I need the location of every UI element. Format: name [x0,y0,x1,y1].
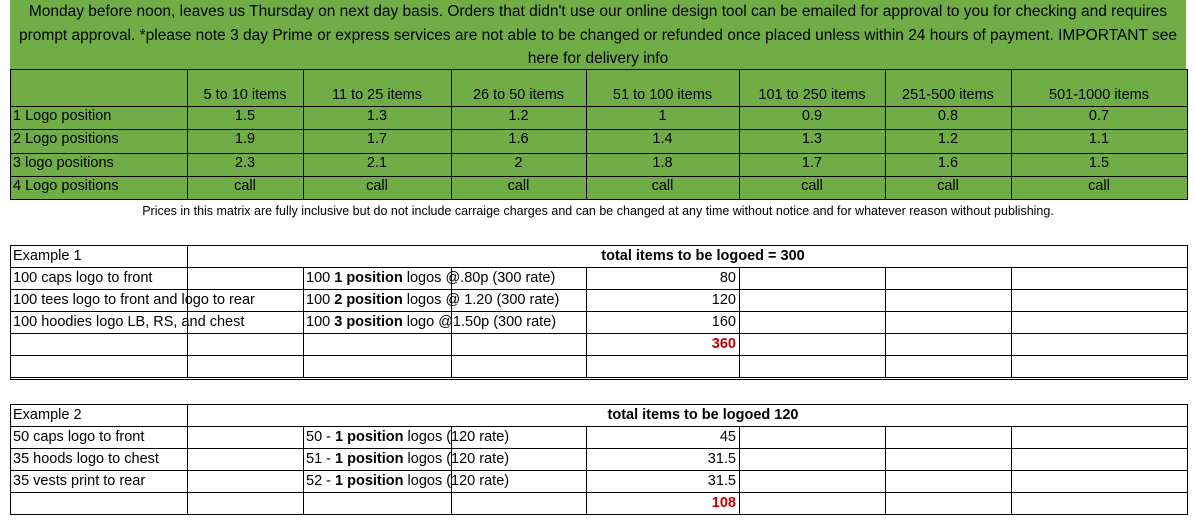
example-amount: 160 [711,314,736,330]
example-item: 100 caps logo to front [13,270,153,286]
matrix-column-header: 101 to 250 items [758,87,866,103]
calc-position-count: 2 position [334,292,403,308]
grid-line [1187,404,1188,515]
example-item: 100 hoodies logo LB, RS, and chest [13,314,245,330]
matrix-price-cell: 0.8 [937,108,959,124]
matrix-price-cell: 2.1 [366,155,388,171]
matrix-price-cell: 1 [658,108,667,124]
grid-line [1011,426,1012,515]
calc-rate: logos @.80p (300 rate) [402,270,556,286]
matrix-price-cell: 1.6 [508,131,529,147]
calc-position-count: 1 position [335,473,404,489]
matrix-price-cell: 1.2 [508,108,529,124]
example1-total-items-label: total items to be logoed = 300 [601,248,805,264]
example2-total-items-label: total items to be logoed 120 [607,407,799,423]
calc-position-count: 1 position [334,270,403,286]
calc-prefix: 51 - [306,451,336,467]
matrix-price-cell: call [234,178,256,194]
grid-line [1011,267,1012,378]
matrix-row-label: 1 Logo position [13,108,112,124]
matrix-price-cell: 1.3 [801,131,823,147]
price-matrix-note: Prices in this matrix are fully inclusive but do not include carraige charges and can be changed at any time without notice and for whatever reason without publishing. [142,204,1054,218]
example-item: 35 vests print to rear [13,473,146,489]
matrix-price-cell: 2 [514,155,523,171]
matrix-column-header: 5 to 10 items [203,87,287,103]
calc-rate: logos (120 rate) [403,473,510,489]
matrix-price-cell: 1.7 [801,155,823,171]
matrix-price-cell: 1.5 [234,108,256,124]
matrix-price-cell: 1.4 [652,131,673,147]
grid-line [885,267,886,378]
matrix-price-cell: 1.8 [652,155,673,171]
example2-grand-total: 108 [711,495,736,511]
matrix-price-cell: 0.9 [801,108,823,124]
example-item: 35 hoods logo to chest [13,451,159,467]
matrix-row-label: 3 logo positions [13,155,114,171]
example-amount: 31.5 [707,451,736,467]
calc-prefix: 100 [306,314,335,330]
matrix-column-header: 501-1000 items [1049,87,1149,103]
calc-prefix: 100 [306,270,335,286]
matrix-price-cell: 1.7 [366,131,388,147]
matrix-price-cell: call [507,178,530,194]
matrix-price-cell: 0.7 [1088,108,1110,124]
matrix-price-cell: 1.5 [1088,155,1110,171]
calc-rate: logos (120 rate) [403,429,510,445]
matrix-price-cell: call [937,178,959,194]
example-item: 50 caps logo to front [13,429,145,445]
example-calculation [303,267,586,289]
delivery-notice-banner: Monday before noon, leaves us Thursday on next day basis. Orders that didn't use our online design tool can be emailed for approval to you for checking and requires prompt approval. *please note 3 day Prime or express services are not able to be changed or refunded once placed unless within 24 hours of payment. IMPORTANT see here for delivery info [10,0,1186,69]
matrix-price-cell: 1.9 [234,131,256,147]
example-amount: 45 [719,429,736,445]
example1-title: Example 1 [13,248,82,264]
example-calculation [303,470,586,492]
matrix-price-cell: call [651,178,674,194]
grid-line [1187,245,1188,380]
calc-rate: logo @1.50p (300 rate) [402,314,557,330]
calc-prefix: 52 - [306,473,336,489]
grid-line [10,379,1188,380]
calc-rate: logos (120 rate) [403,451,510,467]
matrix-column-header: 251-500 items [902,87,994,103]
example-amount: 80 [719,270,736,286]
matrix-price-cell: call [366,178,388,194]
grid-line [1187,69,1188,200]
matrix-column-header: 51 to 100 items [612,87,713,103]
example-calculation [303,311,586,333]
example1-grand-total: 360 [711,336,736,352]
matrix-column-header: 26 to 50 items [472,87,565,103]
example-calculation [303,448,586,470]
example-amount: 31.5 [707,473,736,489]
matrix-price-cell: call [1088,178,1110,194]
example-amount: 120 [711,292,736,308]
matrix-price-cell: 1.3 [366,108,388,124]
example-item: 100 tees logo to front and logo to rear [13,292,255,308]
calc-position-count: 3 position [334,314,403,330]
calc-rate: logos @ 1.20 (300 rate) [402,292,560,308]
example2-title: Example 2 [13,407,82,423]
example-calculation [303,289,586,311]
calc-position-count: 1 position [335,451,404,467]
grid-line [739,426,740,515]
matrix-price-cell: 1.6 [937,155,959,171]
matrix-price-cell: 1.2 [937,131,959,147]
calc-prefix: 50 - [306,429,336,445]
matrix-row-label: 2 Logo positions [13,131,119,147]
grid-line [885,426,886,515]
matrix-price-cell: 2.3 [234,155,256,171]
calc-position-count: 1 position [335,429,404,445]
example-calculation [303,426,586,448]
matrix-price-cell: 1.1 [1088,131,1110,147]
matrix-row-label: 4 Logo positions [13,178,119,194]
grid-line [739,267,740,378]
matrix-price-cell: call [801,178,823,194]
calc-prefix: 100 [306,292,335,308]
matrix-column-header: 11 to 25 items [331,87,422,103]
